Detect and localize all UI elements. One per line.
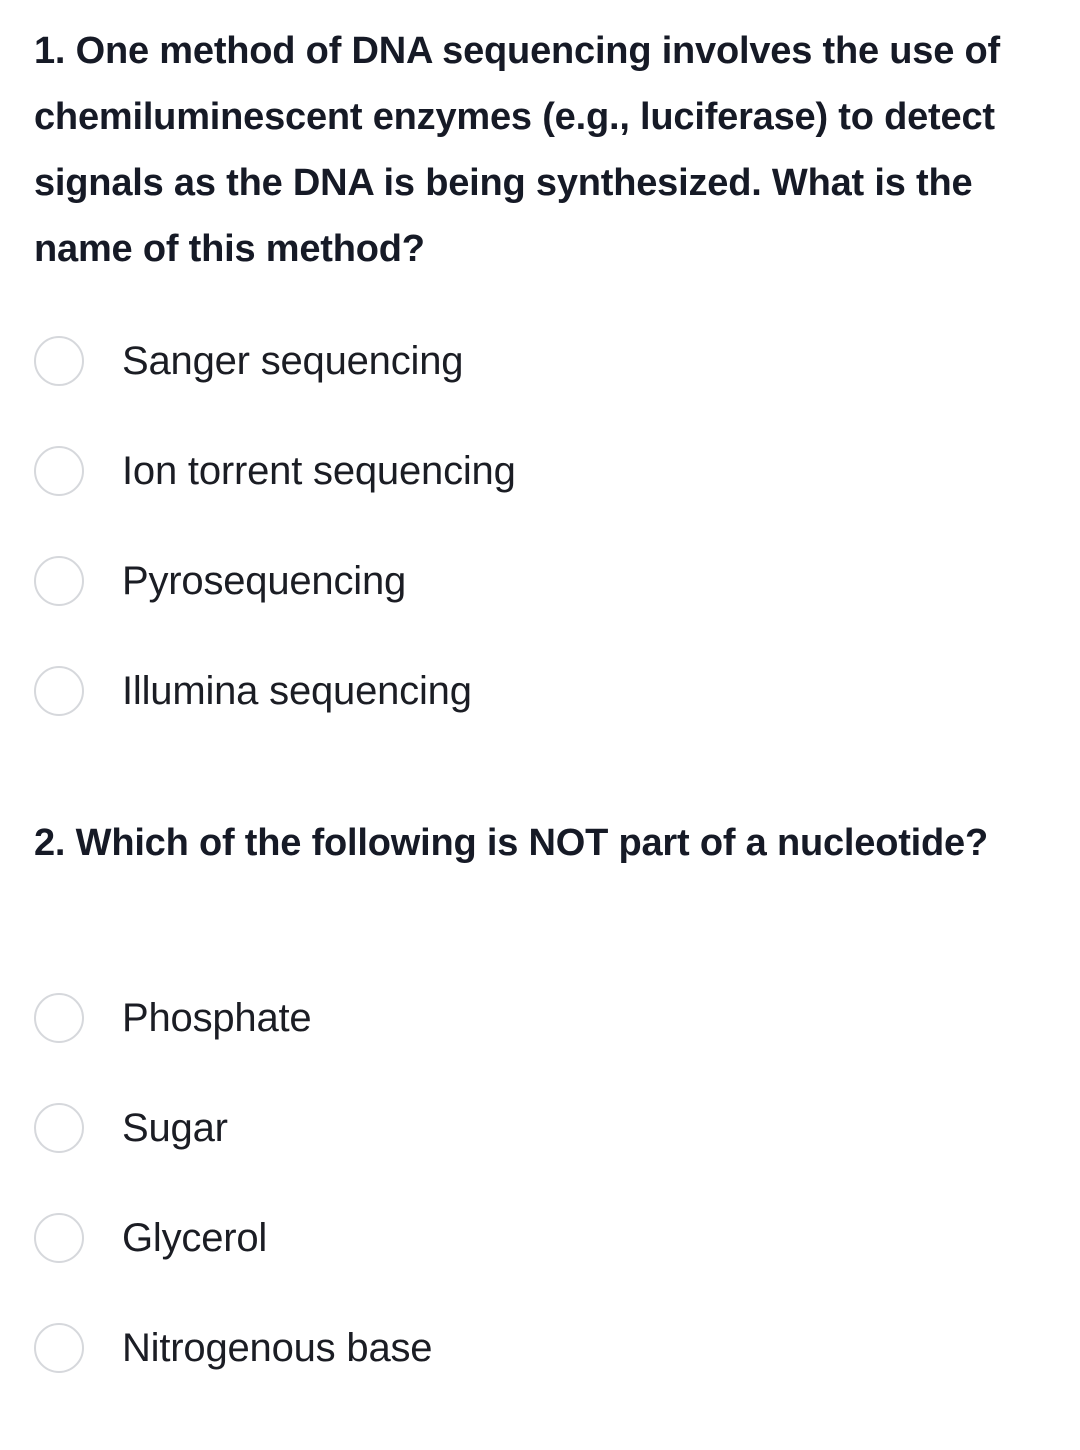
option-illumina-sequencing[interactable] [34,636,1034,746]
radio-button[interactable] [34,666,84,716]
option-ion-torrent-sequencing[interactable] [34,416,1034,526]
option-label: Sanger sequencing [122,338,464,383]
question-1-options [34,306,1034,746]
question-1-text: 1. One method of DNA sequencing involves the use of chemiluminescent enzymes (e.g., luciferase) to detect signals as the DNA is being synthesized. What is the name of this method? [34,30,1000,270]
option-label: Ion torrent sequencing [122,448,516,493]
option-label: Illumina sequencing [122,668,472,713]
option-phosphate[interactable] [34,963,1034,1073]
option-label: Glycerol [122,1215,268,1260]
radio-button[interactable] [34,556,84,606]
question-1 [34,18,1054,282]
option-nitrogenous-base[interactable] [34,1293,1034,1403]
radio-button[interactable] [34,336,84,386]
option-label: Phosphate [122,995,312,1040]
radio-button[interactable] [34,1103,84,1153]
radio-button[interactable] [34,1213,84,1263]
option-glycerol[interactable] [34,1183,1034,1293]
option-sanger-sequencing[interactable] [34,306,1034,416]
option-label: Sugar [122,1105,228,1150]
question-2-text: 2. Which of the following is NOT part of a nucleotide? [34,822,988,864]
radio-button[interactable] [34,993,84,1043]
option-label: Nitrogenous base [122,1325,433,1370]
option-label: Pyrosequencing [122,558,407,603]
option-pyrosequencing[interactable] [34,526,1034,636]
question-2-options [34,963,1034,1403]
option-sugar[interactable] [34,1073,1034,1183]
radio-button[interactable] [34,446,84,496]
radio-button[interactable] [34,1323,84,1373]
question-2 [34,810,1054,876]
